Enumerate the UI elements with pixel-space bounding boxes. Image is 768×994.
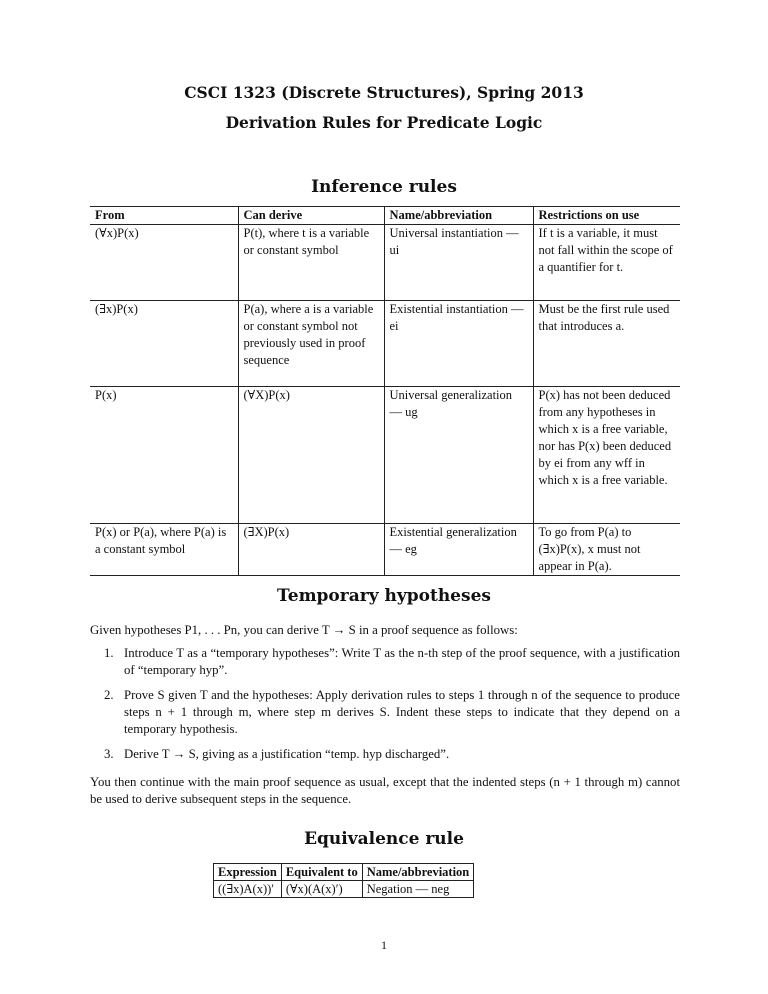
step-number: 1. — [104, 646, 114, 660]
document-subtitle: Derivation Rules for Predicate Logic — [225, 113, 543, 132]
step-text: Derive T → S, giving as a justification “temp. hyp discharged”. — [124, 747, 450, 761]
cell-restriction: To go from P(a) to (∃x)P(x), x must not appear in P(a). — [533, 524, 680, 576]
cell-derive: P(a), where a is a variable or constant symbol not previously used in proof sequence — [238, 301, 384, 387]
inference-rules-table — [90, 206, 680, 576]
document-title: CSCI 1323 (Discrete Structures), Spring 2013 — [184, 83, 584, 102]
cell-name: Universal generalization — ug — [384, 387, 533, 524]
col-from: From — [90, 207, 238, 225]
col-can-derive: Can derive — [238, 207, 384, 225]
step-number: 3. — [104, 747, 114, 761]
table-row — [90, 301, 680, 387]
equivalence-table — [213, 863, 474, 898]
step-text: Prove S given T and the hypotheses: Apply derivation rules to steps 1 through n of the sequence to produce steps n + 1 through m, where step m derives S. Indent these steps to indicate that they depend on a temporary hypothesis. — [124, 688, 680, 736]
inference-header-row — [90, 207, 680, 225]
table-row — [214, 881, 474, 898]
step-number: 2. — [104, 688, 114, 702]
col-name: Name/abbreviation — [384, 207, 533, 225]
temporary-heading: Temporary hypotheses — [277, 586, 491, 606]
list-item — [104, 687, 680, 738]
col-equivalent: Equivalent to — [281, 864, 362, 881]
cell-expression: ((∃x)A(x))′ — [214, 881, 282, 898]
col-eq-name: Name/abbreviation — [362, 864, 474, 881]
cell-from: (∀x)P(x) — [90, 225, 238, 301]
col-expression: Expression — [214, 864, 282, 881]
equivalence-heading: Equivalence rule — [304, 829, 464, 849]
cell-from: (∃x)P(x) — [90, 301, 238, 387]
cell-name: Existential generalization — eg — [384, 524, 533, 576]
equivalence-header-row — [214, 864, 474, 881]
col-restrictions: Restrictions on use — [533, 207, 680, 225]
cell-from: P(x) or P(a), where P(a) is a constant symbol — [90, 524, 238, 576]
cell-derive: P(t), where t is a variable or constant symbol — [238, 225, 384, 301]
page-number: 1 — [381, 938, 387, 952]
list-item — [104, 746, 680, 763]
table-row — [90, 524, 680, 576]
cell-restriction: P(x) has not been deduced from any hypotheses in which x is a free variable, nor has P(x) been deduced by ei from any wff in which x is a free variable. — [533, 387, 680, 524]
temporary-outro: You then continue with the main proof sequence as usual, except that the indented steps (n + 1 through m) cannot be used to derive subsequent steps in the sequence. — [90, 775, 680, 806]
cell-name: Existential instantiation — ei — [384, 301, 533, 387]
cell-from: P(x) — [90, 387, 238, 524]
cell-name: Universal instantiation — ui — [384, 225, 533, 301]
cell-equivalent: (∀x)(A(x)′) — [281, 881, 362, 898]
step-text: Introduce T as a “temporary hypotheses”: Write T as the n-th step of the proof sequence, with a justification of “temporary hyp”. — [124, 646, 680, 677]
table-row — [90, 387, 680, 524]
cell-derive: (∃X)P(x) — [238, 524, 384, 576]
list-item — [104, 645, 680, 679]
temporary-intro: Given hypotheses P1, . . . Pn, you can derive T → S in a proof sequence as follows: — [90, 623, 518, 637]
cell-eq-name: Negation — neg — [362, 881, 474, 898]
cell-derive: (∀X)P(x) — [238, 387, 384, 524]
inference-heading: Inference rules — [311, 177, 457, 197]
table-row — [90, 225, 680, 301]
cell-restriction: Must be the first rule used that introduces a. — [533, 301, 680, 387]
cell-restriction: If t is a variable, it must not fall within the scope of a quantifier for t. — [533, 225, 680, 301]
